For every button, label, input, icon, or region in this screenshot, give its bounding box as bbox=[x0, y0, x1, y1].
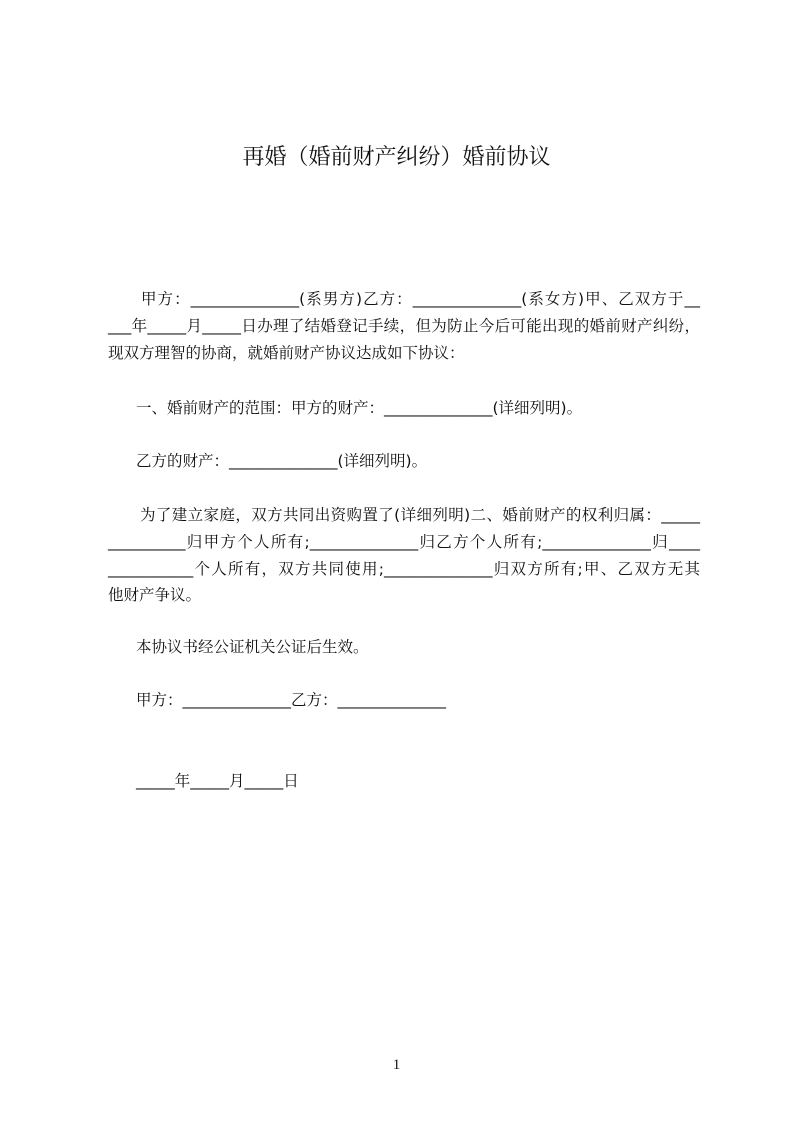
signature-line: 甲方：______________乙方：______________ bbox=[136, 691, 447, 709]
intro-line: 现双方理智的协商，就婚前财产协议达成如下协议： bbox=[108, 344, 465, 362]
document-title: 再婚（婚前财产纠纷）婚前协议 bbox=[242, 145, 551, 170]
date-line: _____年_____月_____日 bbox=[136, 772, 299, 790]
page-number: 1 bbox=[392, 1057, 401, 1073]
scope-party-a-clause: 一、婚前财产的范围：甲方的财产：______________(详细列明)。 bbox=[136, 399, 583, 417]
ownership-line: __________归甲方个人所有;______________归乙方个人所有;______________归____ bbox=[108, 533, 700, 551]
effective-clause: 本协议书经公证机关公证后生效。 bbox=[136, 638, 369, 656]
intro-line: ___年_____月_____日办理了结婚登记手续，但为防止今后可能出现的婚前财产纠纷， bbox=[108, 317, 700, 335]
scope-party-b-clause: 乙方的财产：______________(详细列明)。 bbox=[136, 452, 428, 470]
ownership-line: ___________个人所有，双方共同使用;______________归双方所有;甲、乙双方无其 bbox=[108, 560, 700, 578]
ownership-line: 他财产争议。 bbox=[108, 586, 202, 604]
intro-line: 甲方：______________(系男方)乙方：______________(系女方)甲、乙双方于__ bbox=[141, 290, 700, 308]
ownership-line: 为了建立家庭，双方共同出资购置了(详细列明)二、婚前财产的权利归属：_____ bbox=[140, 506, 700, 524]
